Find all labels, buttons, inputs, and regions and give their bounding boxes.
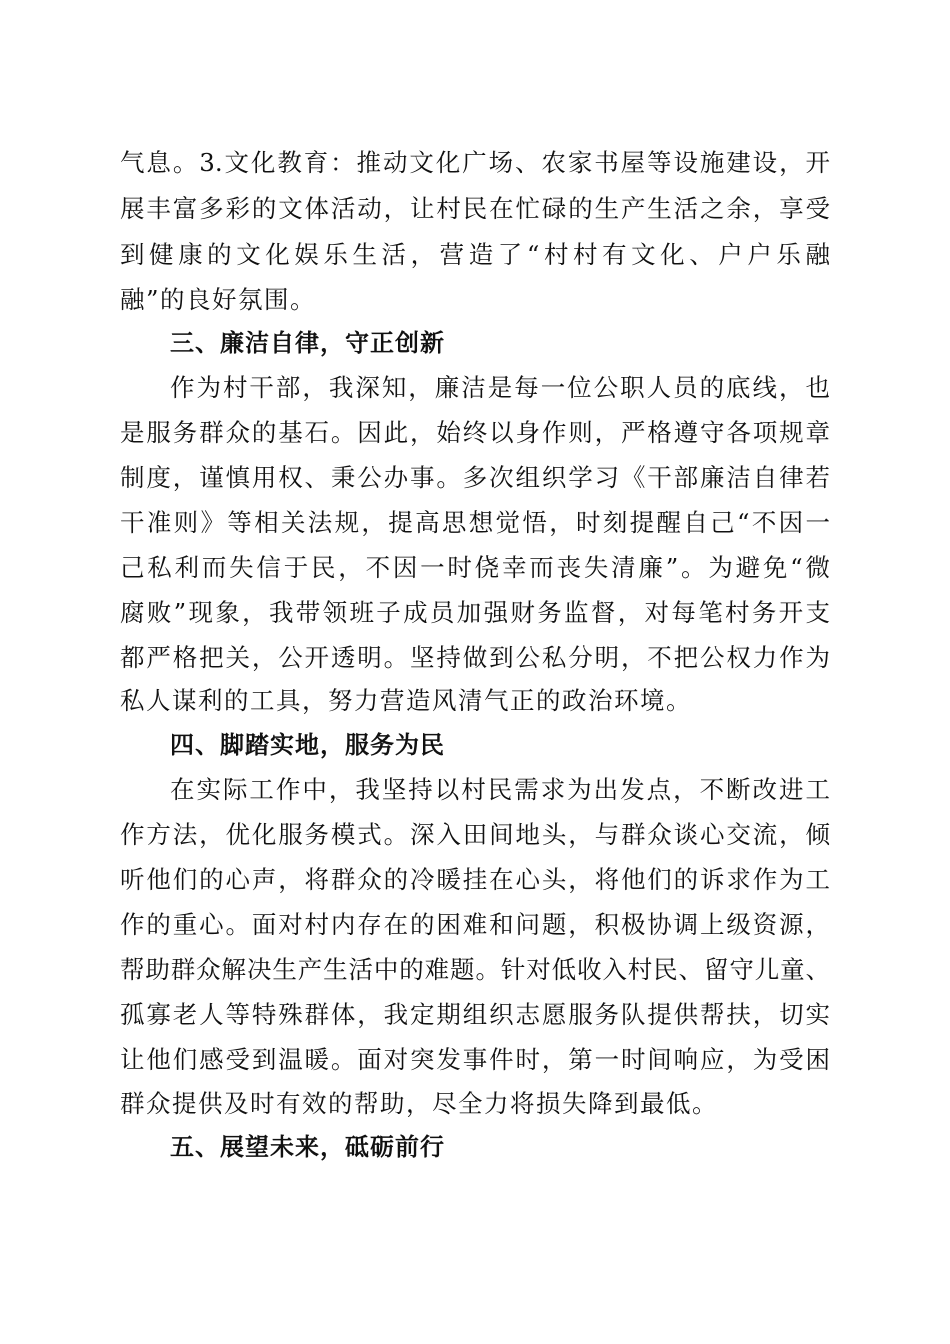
paragraph-line: 群众提供及时有效的帮助，尽全力将损失降到最低。	[120, 1089, 718, 1118]
paragraph-line: 展丰富多彩的文体活动，让村民在忙碌的生产生活之余，享受	[120, 194, 830, 223]
paragraph-line: 私人谋利的工具，努力营造风清气正的政治环境。	[120, 686, 692, 715]
paragraph-line: 是服务群众的基石。因此，始终以身作则，严格遵守各项规章	[120, 418, 830, 447]
paragraph-line: 己私利而失信于民，不因一时侥幸而丧失清廉”。为避免“微	[120, 553, 830, 582]
paragraph-line: 干准则》等相关法规，提高思想觉悟，时刻提醒自己“不因一	[120, 508, 830, 537]
paragraph-line: 听他们的心声，将群众的冷暖挂在心头，将他们的诉求作为工	[120, 865, 830, 894]
section-heading-5: 五、展望未来，砥砺前行	[170, 1133, 445, 1161]
section-heading-3: 三、廉洁自律，守正创新	[170, 329, 445, 357]
paragraph-line: 制度，谨慎用权、秉公办事。多次组织学习《干部廉洁自律若	[120, 463, 830, 492]
paragraph-line: 在实际工作中，我坚持以村民需求为出发点，不断改进工	[170, 775, 830, 804]
section-heading-4: 四、脚踏实地，服务为民	[170, 731, 445, 759]
paragraph-line: 作方法，优化服务模式。深入田间地头，与群众谈心交流，倾	[120, 820, 830, 849]
paragraph-line: 帮助群众解决生产生活中的难题。针对低收入村民、留守儿童、	[120, 955, 830, 984]
paragraph-line: 到健康的文化娱乐生活，营造了“村村有文化、户户乐融	[120, 240, 830, 269]
paragraph-line: 让他们感受到温暖。面对突发事件时，第一时间响应，为受困	[120, 1045, 830, 1074]
paragraph-line: 腐败”现象，我带领班子成员加强财务监督，对每笔村务开支	[120, 598, 830, 627]
paragraph-line: 气息。3.文化教育：推动文化广场、农家书屋等设施建设，开	[120, 148, 830, 177]
paragraph-line: 作为村干部，我深知，廉洁是每一位公职人员的底线，也	[170, 373, 830, 402]
paragraph-line: 孤寡老人等特殊群体，我定期组织志愿服务队提供帮扶，切实	[120, 1000, 830, 1029]
paragraph-line: 都严格把关，公开透明。坚持做到公私分明，不把公权力作为	[120, 643, 830, 672]
paragraph-line: 作的重心。面对村内存在的困难和问题，积极协调上级资源，	[120, 910, 830, 939]
paragraph-line: 融”的良好氛围。	[120, 285, 317, 314]
